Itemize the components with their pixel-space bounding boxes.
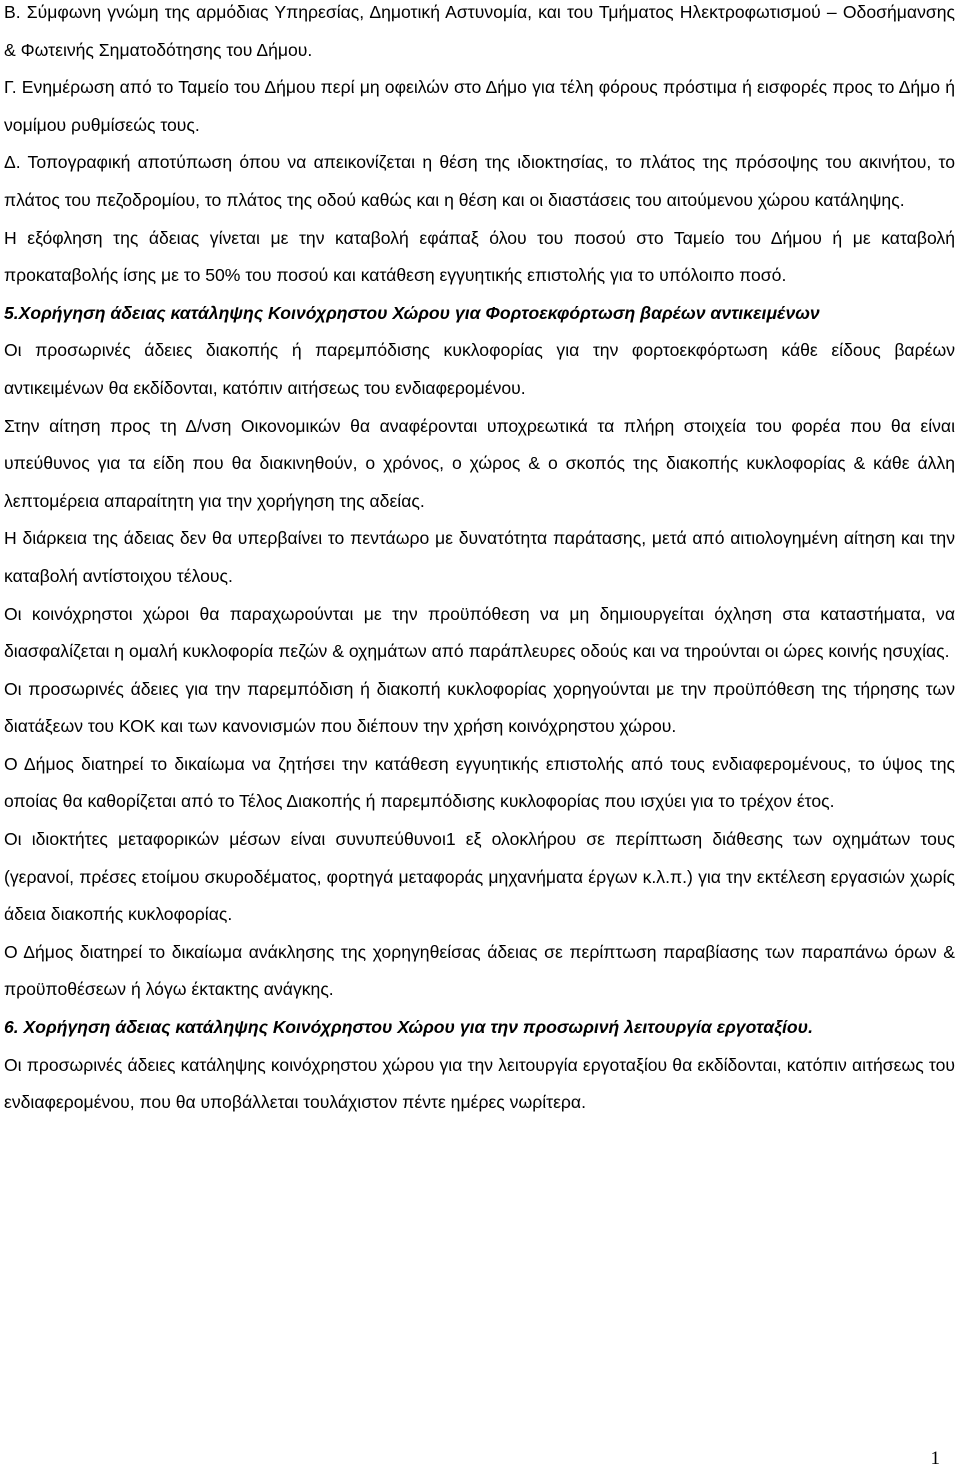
document-body — [4, 0, 955, 1122]
paragraph-application: Στην αίτηση προς τη Δ/νση Οικονομικών θα αναφέρονται υποχρεωτικά τα πλήρη στοιχεία του φορέα που θα είναι υπεύθυνος για τα είδη που θα διακινηθούν, ο χρόνος, ο χώρος & ο σκοπός της διακοπής κυκλοφορίας & κάθε άλλη λεπτομέρεια απαραίτητη για την χορήγηση της αδείας. — [4, 415, 955, 511]
paragraph-guarantee: Ο Δήμος διατηρεί το δικαίωμα να ζητήσει την κατάθεση εγγυητικής επιστολής από τους ενδιαφερομένους, το ύψος της οποίας θα καθορίζεται από το Τέλος Διακοπής ή παρεμπόδισης κυκλοφορίας που ισχύει για το τρέχον έτος. — [4, 753, 955, 812]
paragraph-common-spaces: Οι κοινόχρηστοι χώροι θα παραχωρούνται με την προϋπόθεση να μη δημιουργείται όχληση στα καταστήματα, να διασφαλίζεται η ομαλή κυκλοφορία πεζών & οχημάτων από παράπλευρες οδούς και να τηρούνται οι ώρες κοινής ησυχίας. — [4, 603, 955, 662]
paragraph-traffic-rules: Οι προσωρινές άδειες για την παρεμπόδιση ή διακοπή κυκλοφορίας χορηγούνται με την προϋπόθεση της τήρησης των διατάξεων του ΚΟΚ και των κανονισμών που διέπουν την χρήση κοινόχρηστου χώρου. — [4, 678, 955, 737]
paragraph-payment: Η εξόφληση της άδειας γίνεται με την καταβολή εφάπαξ όλου του ποσού στο Ταμείο του Δήμου ή με καταβολή προκαταβολής ίσης με το 50% του ποσού και κατάθεση εγγυητικής επιστολής για το υπόλοιπο ποσό. — [4, 227, 955, 286]
section-heading-6: 6. Χορήγηση άδειας κατάληψης Κοινόχρηστου Χώρου για την προσωρινή λειτουργία εργοταξίου. — [4, 1017, 813, 1038]
paragraph-duration: Η διάρκεια της άδειας δεν θα υπερβαίνει το πεντάωρο με δυνατότητα παράτασης, μετά από αιτιολογημένη αίτηση και την καταβολή αντίστοιχου τέλους. — [4, 528, 955, 586]
paragraph-vehicle-owners: Οι ιδιοκτήτες μεταφορικών μέσων είναι συνυπεύθυνοι1 εξ ολοκλήρου σε περίπτωση διάθεσης των οχημάτων τους (γερανοί, πρέσες ετοίμου σκυροδέματος, φορτηγά μεταφοράς μηχανήματα έργων κ.λ.π.) για την εκτέλεση εργασιών χωρίς άδεια διακοπής κυκλοφορίας. — [4, 829, 955, 925]
paragraph-survey-d: Δ. Τοπογραφική αποτύπωση όπου να απεικονίζεται η θέση της ιδιοκτησίας, το πλάτος της πρόσοψης του ακινήτου, το πλάτος του πεζοδρομίου, το πλάτος της οδού καθώς και η θέση και οι διαστάσεις του αιτούμενου χώρου κατάληψης. — [4, 152, 955, 210]
section-heading-5: 5.Χορήγηση άδειας κατάληψης Κοινόχρηστου Χώρου για Φορτοεκφόρτωση βαρέων αντικειμένων — [4, 302, 820, 323]
paragraph-approval-b: Β. Σύμφωνη γνώμη της αρμόδιας Υπηρεσίας, Δημοτική Αστυνομία, και του Τμήματος Ηλεκτροφωτισμού – Οδοσήμανσης & Φωτεινής Σηματοδότησης του Δήμου. — [4, 2, 955, 60]
paragraph-treasury-c: Γ. Ενημέρωση από το Ταμείο του Δήμου περί μη οφειλών στο Δήμο για τέλη φόρους πρόστιμα ή εισφορές προς το Δήμο ή νομίμου ρυθμίσεώς τους. — [4, 77, 955, 135]
paragraph-revocation: Ο Δήμος διατηρεί το δικαίωμα ανάκλησης της χορηγηθείσας άδειας σε περίπτωση παραβίασης των παραπάνω όρων & προϋποθέσεων ή λόγω έκτακτης ανάγκης. — [4, 941, 955, 1000]
paragraph-worksite-permits: Οι προσωρινές άδειες κατάληψης κοινόχρηστου χώρου για την λειτουργία εργοταξίου θα εκδίδονται, κατόπιν αιτήσεως του ενδιαφερομένου, που θα υποβάλλεται τουλάχιστον πέντε ημέρες νωρίτερα. — [4, 1054, 955, 1113]
page-number: 1 — [930, 1448, 940, 1469]
paragraph-temporary-permits: Οι προσωρινές άδειες διακοπής ή παρεμπόδισης κυκλοφορίας για την φορτοεκφόρτωση κάθε είδους βαρέων αντικειμένων θα εκδίδονται, κατόπιν αιτήσεως του ενδιαφερομένου. — [4, 340, 955, 398]
